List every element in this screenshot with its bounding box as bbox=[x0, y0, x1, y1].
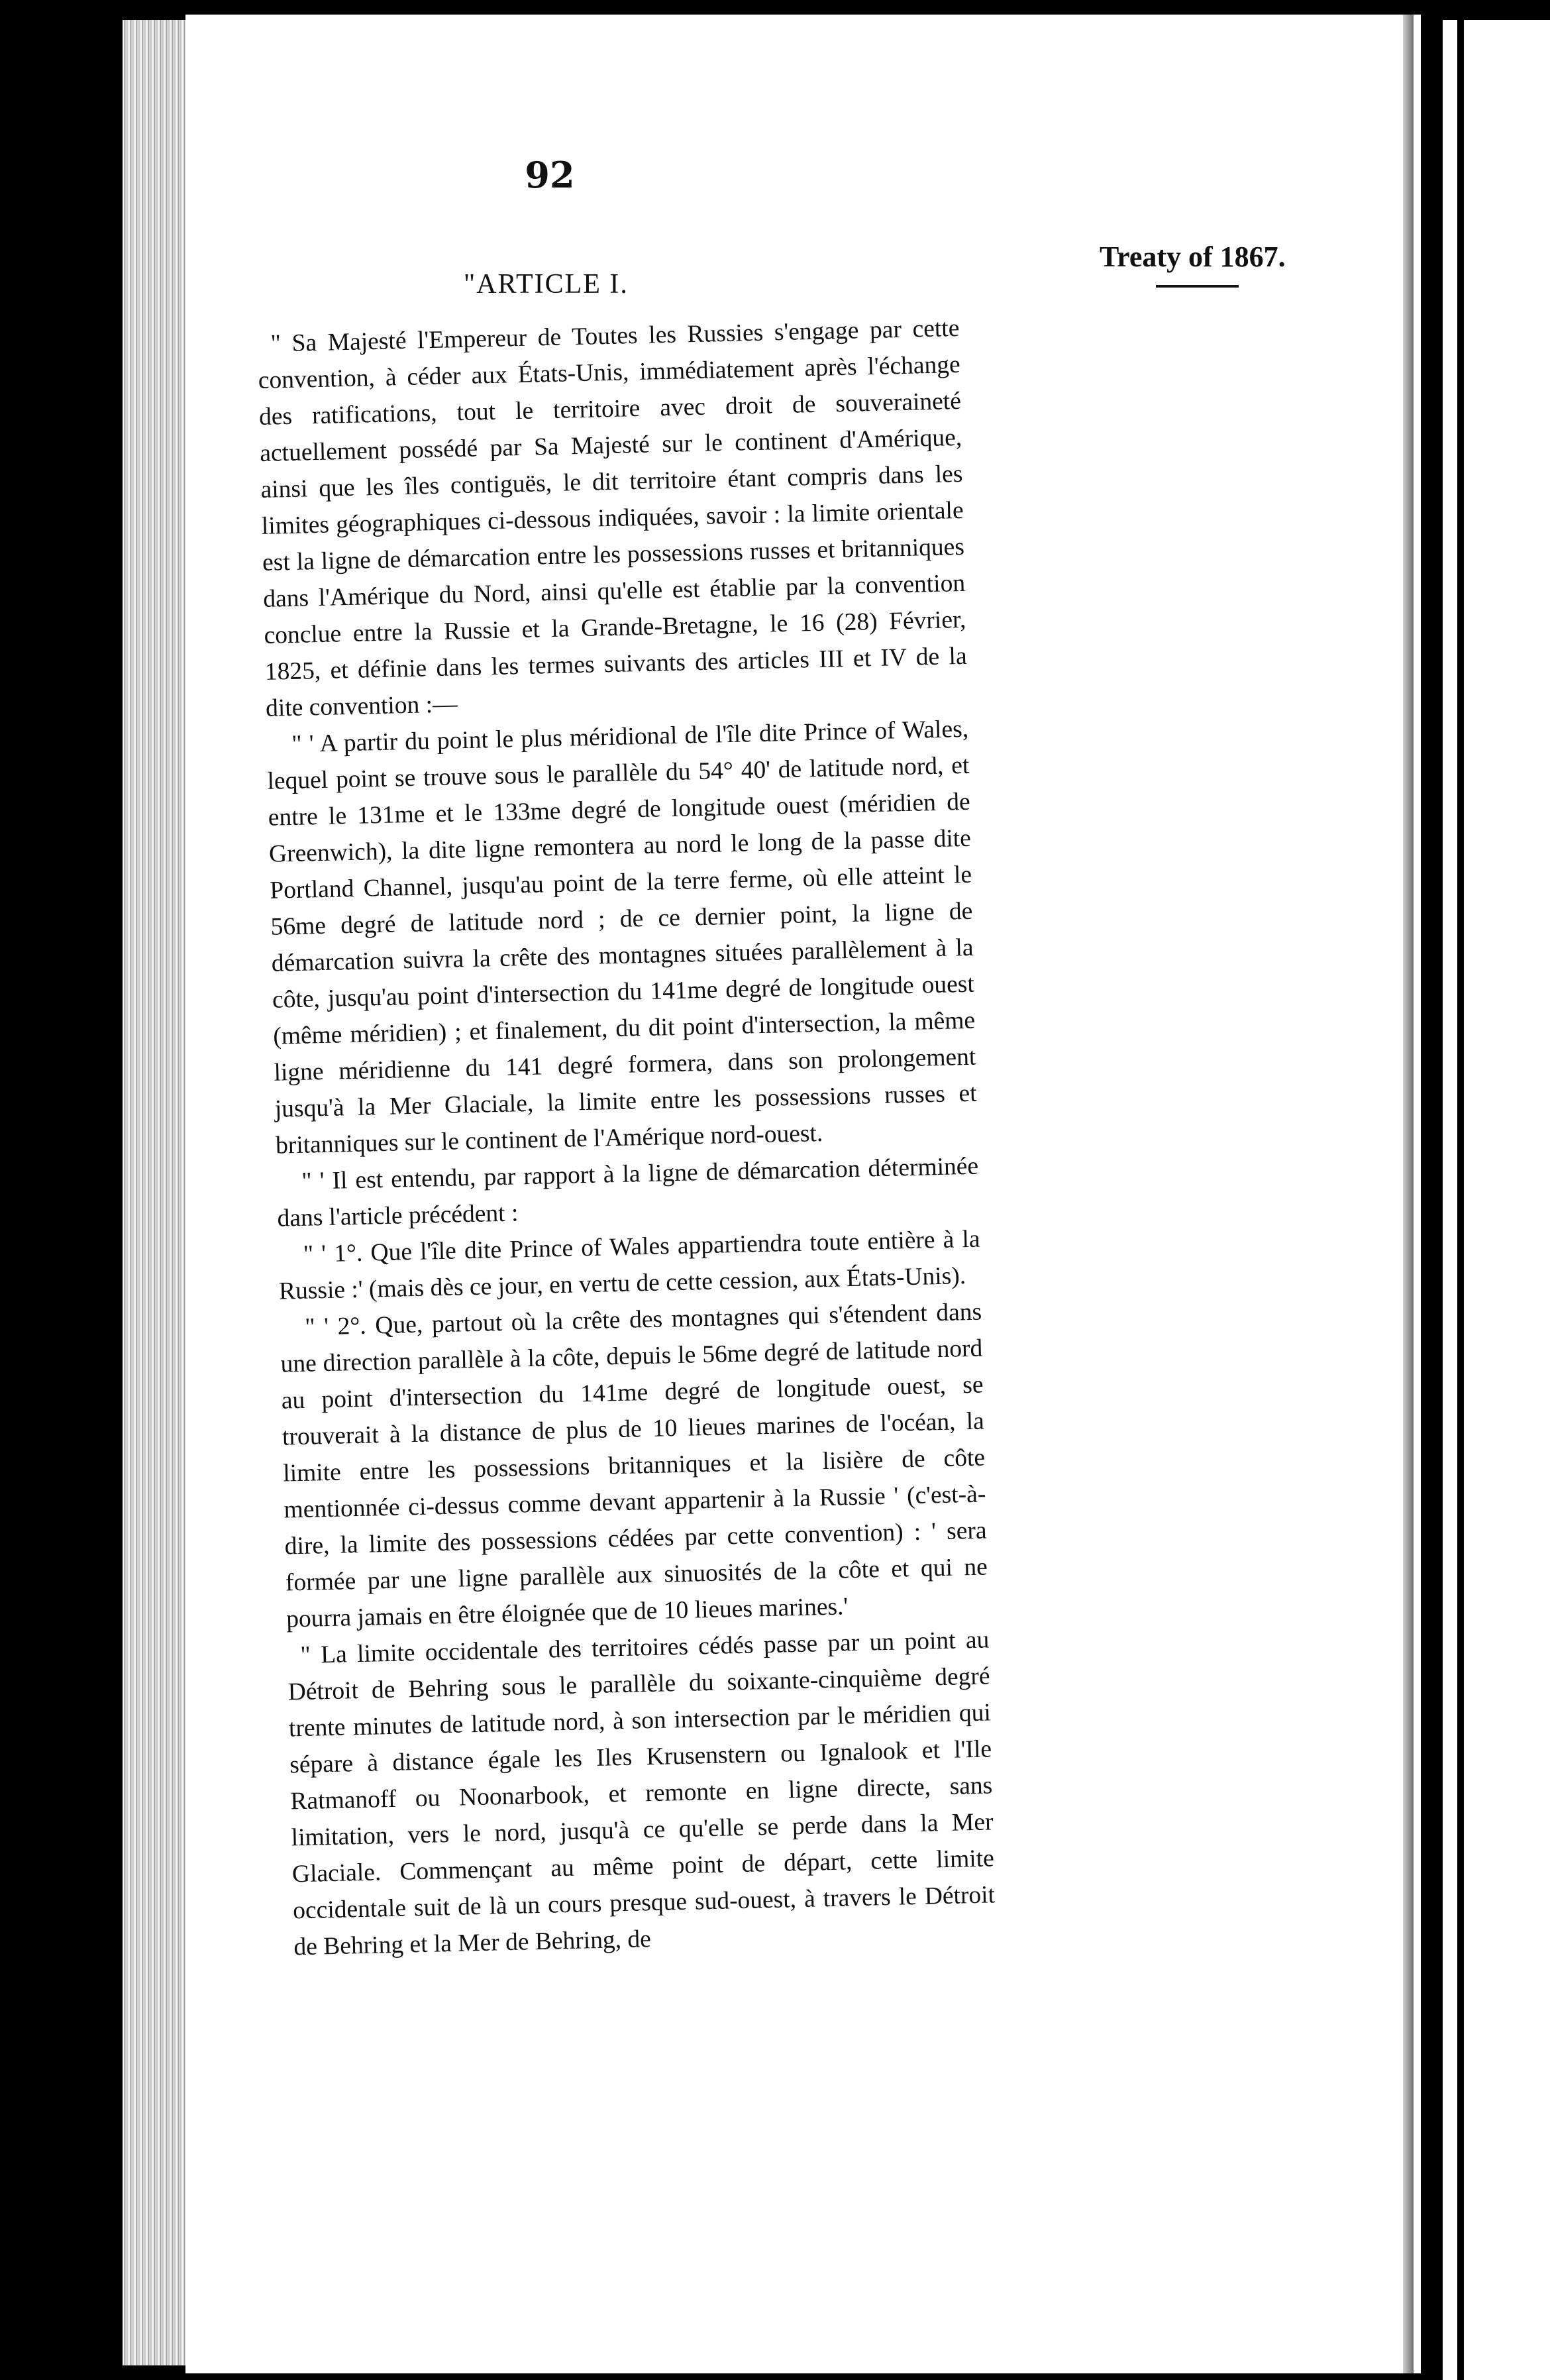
paragraph-clause-2: " ' 2°. Que, partout où la crête des montagnes qui s'étendent dans une direction parallèle à la côte, depuis le 56me degré de latitude nord au point d'intersection du 141me degré de longitude ouest, se trouverait à la distance de plus de 10 lieues marines de l'océan, la limite entre les possessions britanniques et la lisière de côte mentionnée ci-dessus comme devant appartenir à la Russie ' (c'est-à-dire, la limite des possessions cédées par cette convention) : ' sera formée par une ligne parallèle aux sinuosités de la côte et qui ne pourra jamais en être éloignée que de 10 lieues marines.' bbox=[280, 1298, 988, 1633]
paragraph-boundary-description: " ' A partir du point le plus méridional de l'île dite Prince of Wales, lequel point se trouve sous le parallèle du 54° 40' de latitude nord, et entre le 131me et le 133me degré de longitude ouest (méridien de Greenwich), la dite ligne remontera au nord le long de la passe dite Portland Channel, jusqu'au point de la terre ferme, où elle atteint le 56me degré de latitude nord ; de ce dernier point, la ligne de démarcation suivra la crête des montagnes situées parallèlement à la côte, jusqu'au point d'intersection du 141me degré de longitude ouest (même méridien) ; et finalement, du dit point d'intersection, la même ligne méridienne du 141 degré formera, dans son prolongement jusqu'à la Mer Glaciale, la limite entre les possessions russes et britanniques sur le continent de l'Amérique nord-ouest. bbox=[267, 715, 978, 1160]
page-stack-edge bbox=[123, 20, 185, 2365]
paragraph-understanding: " ' Il est entendu, par rapport à la ligne de démarcation déterminée dans l'article précédent : bbox=[277, 1152, 979, 1232]
margin-note: Treaty of 1867. bbox=[1100, 241, 1286, 273]
margin-note-rule bbox=[1156, 285, 1239, 288]
article-heading: "ARTICLE I. bbox=[464, 269, 629, 299]
paragraph-clause-1: " ' 1°. Que l'île dite Prince of Wales appartiendra toute entière à la Russie :' (mais dès ce jour, en vertu de cette cession, aux États-Unis). bbox=[278, 1225, 981, 1305]
page-number: 92 bbox=[525, 154, 575, 196]
paragraph-preamble: " Sa Majesté l'Empereur de Toutes les Russies s'engage par cette convention, à céder aux États-Unis, immédiatement après l'échange des ratifications, tout le territoire avec droit de souveraineté actuellement possédé par Sa Majesté sur le continent d'Amérique, ainsi que les îles contiguës, le dit territoire étant compris dans les limites géographiques ci-dessous indiquées, savoir : la limite orientale est la ligne de démarcation entre les possessions russes et britanniques dans l'Amérique du Nord, ainsi qu'elle est établie par la convention conclue entre la Russie et la Grande-Bretagne, le 16 (28) Février, 1825, et définie dans les termes suivants des articles III et IV de la dite convention :— bbox=[258, 314, 968, 722]
paragraph-western-limit: " La limite occidentale des territoires cédés passe par un point au Détroit de Behring sous le parallèle du soixante-cinquième degré trente minutes de latitude nord, à son intersection par le méridien qui sépare à distance égale les Iles Krusenstern ou Ignalook et l'Ile Ratmanoff ou Noonarbook, et remonte en ligne directe, sans limitation, vers le nord, jusqu'à ce qu'elle se perde dans la Mer Glaciale. Commençant au même point de départ, cette limite occidentale suit de là un cours presque sud-ouest, à travers le Détroit de Behring et la Mer de Behring, de bbox=[287, 1626, 996, 1961]
facing-page-gutter bbox=[1457, 20, 1464, 2380]
page-gutter-shadow bbox=[1403, 15, 1414, 2373]
body-text bbox=[257, 310, 996, 1965]
